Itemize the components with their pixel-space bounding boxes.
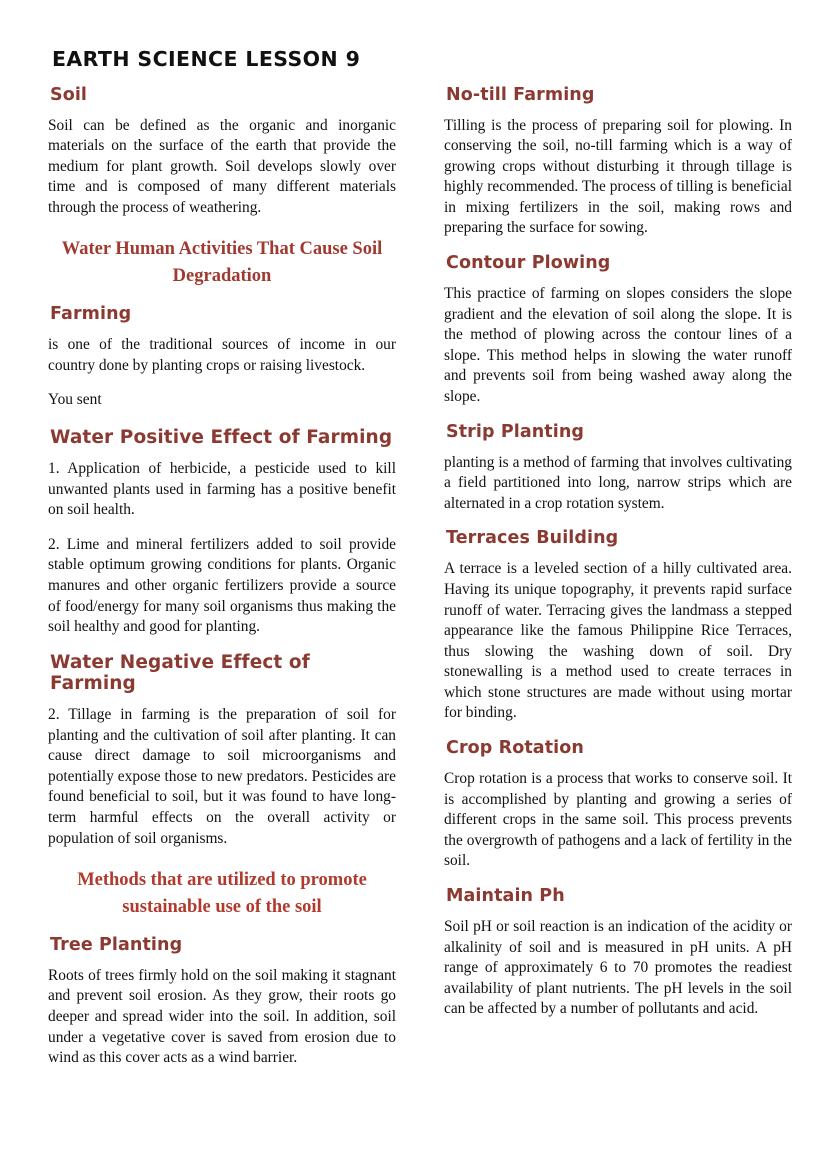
right-column: [444, 85, 792, 1020]
heading-farming: Farming: [50, 304, 132, 325]
heading-contour-plowing: Contour Plowing: [446, 253, 611, 274]
heading-crop-rotation: Crop Rotation: [446, 737, 584, 758]
paragraph-strip-planting: planting is a method of farming that involves cultivating a field partitioned into long, narrow strips which are alternated in a crop rotation system.: [444, 453, 792, 512]
heading-maintain-ph: Maintain Ph: [446, 885, 565, 906]
heading-positive-effect: Water Positive Effect of Farming: [50, 426, 393, 448]
paragraph-no-till-farming: Tilling is the process of preparing soil for plowing. In conserving the soil, no-till farming which is a way of growing crops without disturbing it through tillage is highly recommended. The process of tilling is beneficial in mixing fertilizers in the soil, making rows and preparing the surface for sowing.: [444, 116, 792, 237]
paragraph-farming: is one of the traditional sources of income in our country done by planting crops or raising livestock.: [48, 336, 396, 374]
heading-no-till-farming: No-till Farming: [446, 84, 595, 105]
paragraph-contour-plowing: This practice of farming on slopes considers the slope gradient and the elevation of soil along the slope. It is the method of plowing across the contour lines of a slope. This method helps in slowing the water runoff and prevents soil from being washed away along the slope.: [444, 285, 792, 405]
two-column-layout: [48, 84, 792, 1069]
list-item-positive-2: 2. Lime and mineral fertilizers added to soil provide stable optimum growing conditions for plants. Organic manures and other organic fertilizers provide a source of food/energy for many soil organisms thus making the soil healthy and good for planting.: [48, 535, 396, 636]
list-item-positive-1: 1. Application of herbicide, a pesticide used to kill unwanted plants used in farming has a positive benefit on soil health.: [48, 460, 396, 519]
heading-soil-degradation: Water Human Activities That Cause Soil Degradation: [61, 239, 383, 287]
page-title: EARTH SCIENCE LESSON 9: [52, 47, 361, 71]
paragraph-terraces-building: A terrace is a leveled section of a hilly cultivated area. Having its unique topography, it prevents rapid surface runoff of water. Terracing gives the landmass a stepped appearance like the famous Philippine Rice Terraces, thus slowing the washing down of soil. Dry stonewalling is a method used to create terraces in which stone structures are made without using mortar for binding.: [444, 560, 792, 722]
heading-sustainable-methods: Methods that are utilized to promote sustainable use of the soil: [77, 870, 367, 917]
paragraph-maintain-ph: Soil pH or soil reaction is an indication of the acidity or alkalinity of soil and is measured in pH units. A pH range of approximately 6 to 70 promotes the readiest availability of plant nutrients. The pH levels in the soil can be affected by a number of pollutants and acid.: [444, 918, 792, 1018]
paragraph-crop-rotation: Crop rotation is a process that works to conserve soil. It is accomplished by planting and growing a series of different crops in the same soil. This process prevents the overgrowth of pathogens and a lack of fertility in the soil.: [444, 770, 792, 870]
heading-terraces-building: Terraces Building: [446, 528, 619, 549]
heading-negative-effect: Water Negative Effect of Farming: [50, 651, 310, 694]
paragraph-soil: Soil can be defined as the organic and inorganic materials on the surface of the earth that provide the medium for plant growth. Soil develops slowly over time and is composed of many different materials through the process of weathering.: [48, 116, 396, 216]
note-you-sent: You sent: [48, 391, 102, 409]
paragraph-tree-planting: Roots of trees firmly hold on the soil making it stagnant and prevent soil erosion. As they grow, their roots go deeper and spread wider into the soil. In addition, soil under a vegetative cover is saved from erosion due to wind as this cover acts as a wind barrier.: [48, 966, 396, 1067]
list-item-negative-1: 2. Tillage in farming is the preparation of soil for planting and the cultivation of soil after planting. It can cause direct damage to soil microorganisms and potentially expose those to new predators. Pesticides are found beneficial to soil, but it was found to have long-term harmful effects on the overall activity or population of soil organisms.: [48, 706, 396, 847]
heading-soil: Soil: [50, 84, 88, 105]
left-column: [48, 85, 396, 1069]
heading-tree-planting: Tree Planting: [50, 934, 183, 955]
heading-strip-planting: Strip Planting: [446, 421, 585, 442]
